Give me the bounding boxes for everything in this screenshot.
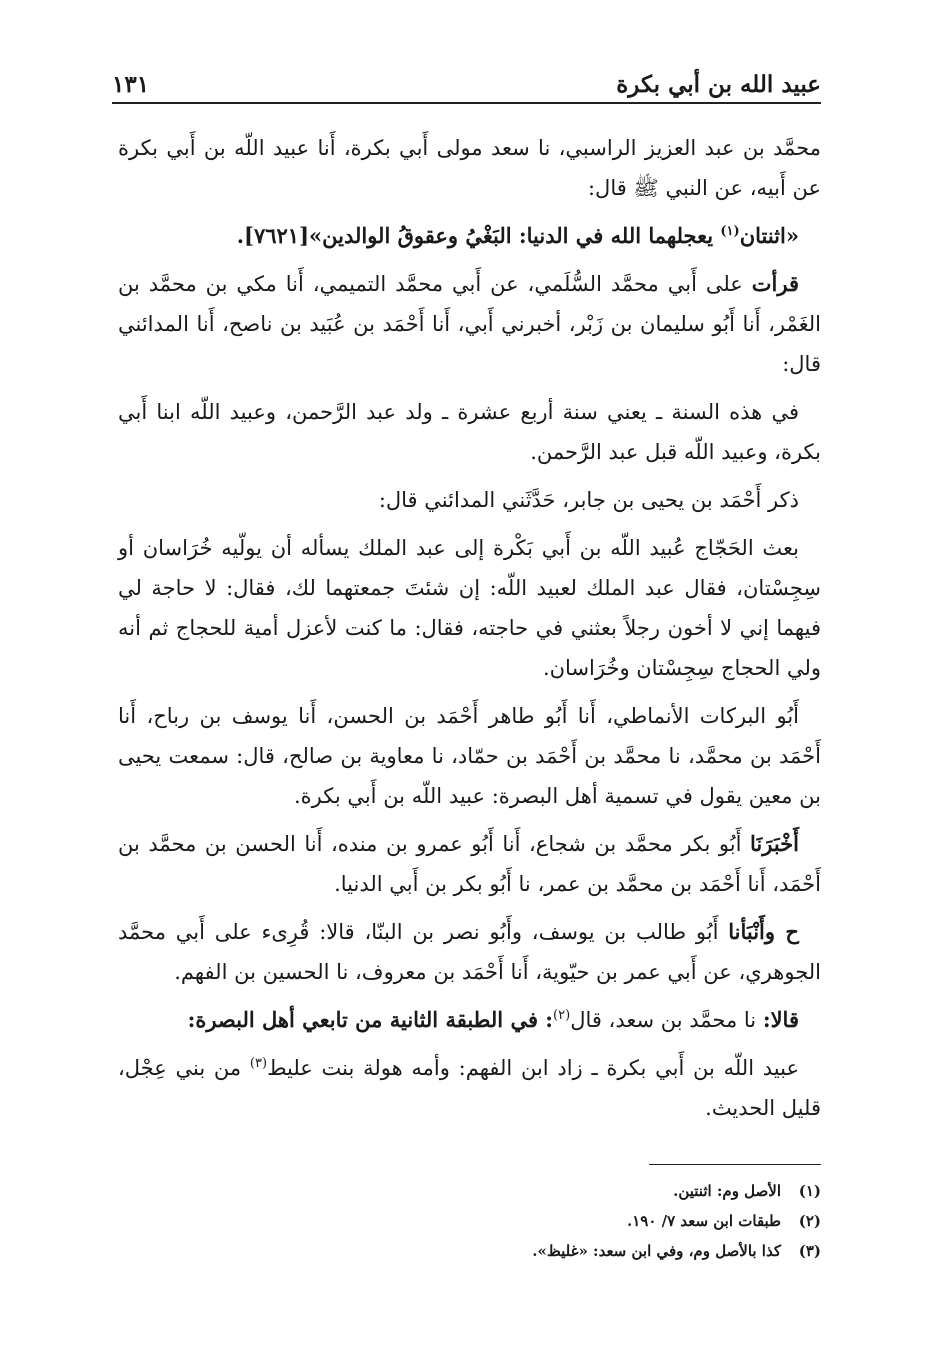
paragraph-isnad-2: قرأت على أَبي محمَّد السُّلَمي، عن أَبي محمَّد التميمي، أَنا مكي بن محمَّد بن الغَمْر، أَنا أَبُو سليمان بن زَبْر، أخبرني أَبي، أَنا أَحْمَد بن عُبَيد بن ناصح، أَنا المدائني قال:	[118, 271, 821, 376]
paragraph-story: بعث الحَجّاج عُبيد اللّه بن أَبي بَكْرة إلى عبد الملك يسأله أن يولّيه خُرَاسان أو سِجِسْتان، فقال عبد الملك لعبيد اللّه: إن شئتَ جمعتهما لك، فقال: لا حاجة لي فيهما إني لا أخون رجلاً بعثني في حاجته، فقال: ما كنت لأعزل أمية للحجاج ثم أنه ولي الحجاج سِجِسْتان وخُرَاسان.	[118, 536, 821, 680]
footnote-ref-2: (٢)	[553, 1008, 571, 1023]
main-text	[118, 128, 821, 1136]
footnote-ref-1: (١)	[720, 224, 740, 239]
paragraph-birth: في هذه السنة ـ يعني سنة أربع عشرة ـ ولد عبد الرَّحمن، وعبيد اللّه ابنا أَبي بكرة، وعبيد اللّه قبل عبد الرَّحمن.	[118, 400, 821, 464]
footnote-1: (١)الأصل وم: اثنتين.	[673, 1182, 821, 1200]
paragraph-isnad-6: ح وأَنْبَأنا أَبُو طالب بن يوسف، وأَبُو نصر بن البنّا، قالا: قُرِىء على أَبي محمَّد الجوهري، عن أَبي عمر بن حيّوية، أَنا أَحْمَد بن معروف، نا الحسين بن الفهم.	[118, 919, 821, 984]
paragraph-ibn-saad: قالا: نا محمَّد بن سعد، قال$^{(٢)}$: في الطبقة الثانية من تابعي أهل البصرة:	[187, 1007, 799, 1032]
page-number: ١٣١	[112, 71, 150, 98]
footnotes	[160, 1176, 821, 1266]
running-header	[112, 62, 821, 104]
footnote-ref-3: (٣)	[249, 1056, 268, 1071]
footnote-2: (٢)طبقات ابن سعد ٧/ ١٩٠.	[626, 1212, 821, 1230]
paragraph-isnad-1: محمَّد بن عبد العزيز الراسبي، نا سعد مولى أَبي بكرة، أَنا عبيد اللّه بن أَبي بكرة عن أَبيه، عن النبي ﷺ قال:	[118, 136, 821, 200]
footnote-3: (٣)كذا بالأصل وم، وفي ابن سعد: «غليظ».	[532, 1242, 821, 1260]
paragraph-hadith: «اثنتان$^{(١)}$ يعجلهما الله في الدنيا: البَغْيُ وعقوقُ الوالدين»[٧٦٢١].	[236, 223, 799, 248]
paragraph-isnad-3: ذكر أَحْمَد بن يحيى بن جابر، حَدَّثَني المدائني قال:	[378, 488, 799, 512]
paragraph-isnad-5: أَخْبَرَنَا أَبُو بكر محمَّد بن شجاع، أَنا أَبُو عمرو بن منده، أَنا الحسن بن محمَّد بن أَحْمَد، أَنا أَحْمَد بن محمَّد بن عمر، نا أَبُو بكر بن أَبي الدنيا.	[118, 831, 821, 896]
header-title: عبيد الله بن أبي بكرة	[616, 71, 821, 98]
footnote-divider	[649, 1164, 821, 1165]
paragraph-final: عبيد اللّه بن أَبي بكرة ـ زاد ابن الفهم: وأمه هولة بنت عليط$^{(٣)}$ من بني عِجْل، قليل الحديث.	[118, 1056, 821, 1120]
paragraph-isnad-4: أَبُو البركات الأنماطي، أَنا أَبُو طاهر أَحْمَد بن الحسن، أَنا يوسف بن رباح، أَنا أَحْمَد بن محمَّد، نا محمَّد بن أَحْمَد بن حمّاد، نا معاوية بن صالح، قال: سمعت يحيى بن معين يقول في تسمية أهل البصرة: عبيد اللّه بن أَبي بكرة.	[118, 704, 821, 808]
